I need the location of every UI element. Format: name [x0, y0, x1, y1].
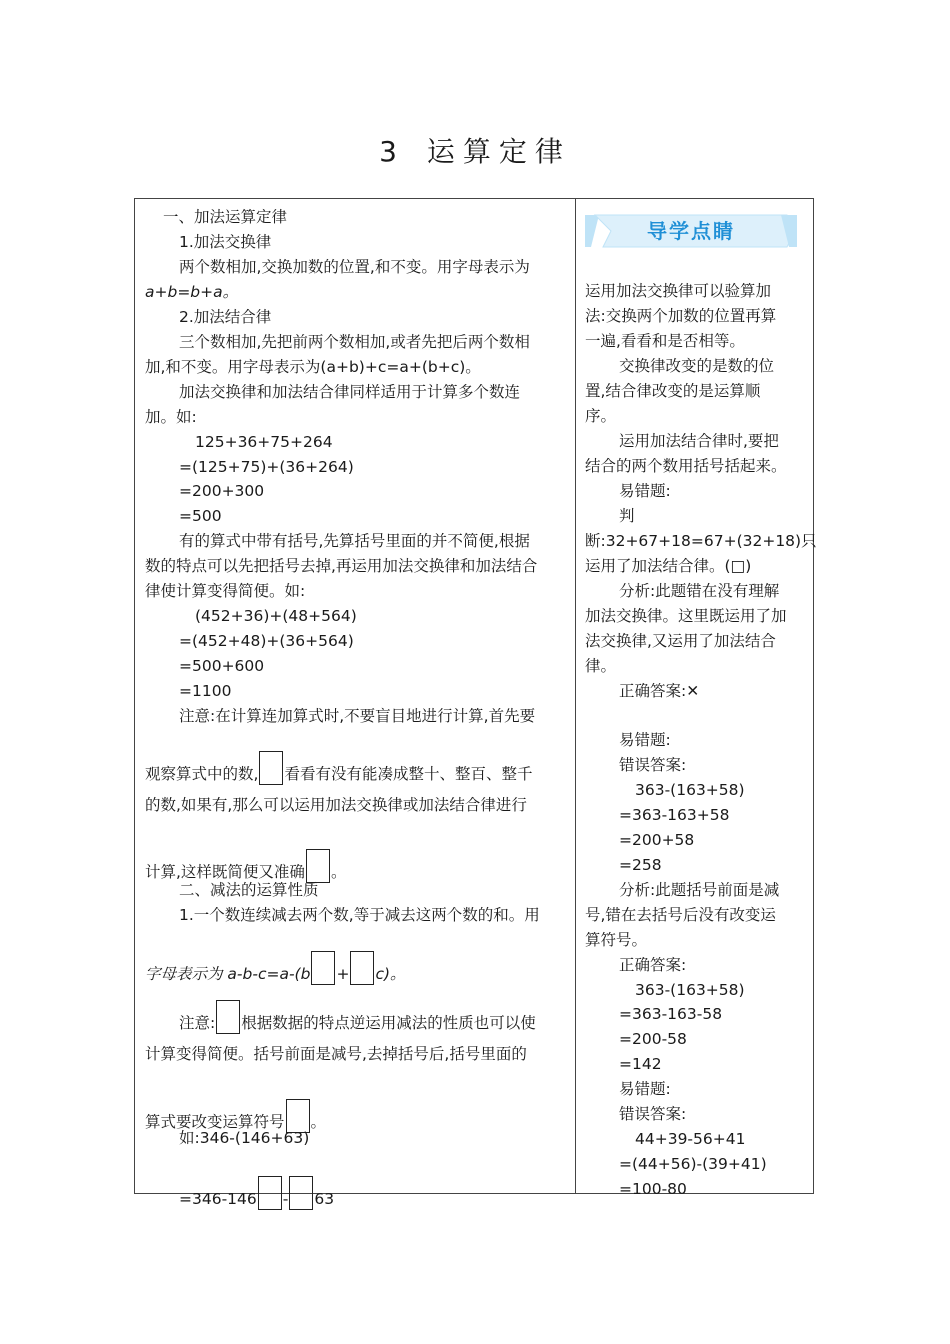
guide-line: 断:32+67+18=67+(32+18)只 [585, 532, 817, 550]
example-line: =500 [179, 507, 222, 525]
guide-line: 易错题: [619, 482, 671, 500]
guide-line: =(44+56)-(39+41) [619, 1155, 767, 1173]
guide-line: 错误答案: [619, 1105, 687, 1123]
guide-line: 交换律改变的是数的位 [619, 357, 775, 375]
guide-line: 法交换律,又运用了加法结合 [585, 632, 776, 650]
guide-line: =258 [619, 856, 662, 874]
title-number: 3 [379, 135, 405, 168]
text-fragment: 算式要改变运算符号 [145, 1113, 285, 1131]
example-line: =500+600 [179, 657, 265, 675]
guide-line: =200-58 [619, 1030, 687, 1048]
text-line: 计算变得简便。括号前面是减号,去掉括号后,括号里面的 [145, 1045, 527, 1063]
text-line: 加法交换律和加法结合律同样适用于计算多个数连 [179, 383, 521, 401]
guide-line: 363-(163+58) [635, 781, 745, 799]
subheading: 2.加法结合律 [179, 308, 272, 326]
formula-fragment: c)。 [375, 965, 406, 983]
text-line: 两个数相加,交换加数的位置,和不变。用字母表示为 [179, 258, 530, 276]
text-line: 三个数相加,先把前两个数相加,或者先把后两个数相 [179, 333, 530, 351]
guide-line: 置,结合律改变的是运算顺 [585, 382, 761, 400]
guide-line: 正确答案: [619, 956, 687, 974]
guide-line: 律。 [585, 657, 617, 675]
example-line: =(125+75)+(36+264) [179, 458, 354, 476]
guide-line: =363-163+58 [619, 806, 730, 824]
example-line: =200+300 [179, 482, 265, 500]
guide-line: 44+39-56+41 [635, 1130, 746, 1148]
guide-line: 号,错在去括号后没有改变运 [585, 906, 776, 924]
example-line: (452+36)+(48+564) [195, 607, 357, 625]
guide-line: =142 [619, 1055, 662, 1073]
example-line: 125+36+75+264 [195, 433, 333, 451]
text-fragment: 计算,这样既简便又准确 [145, 863, 305, 881]
formula-fragment: 字母表示为 a-b-c=a-(b [145, 965, 311, 983]
example-line: =(452+48)+(36+564) [179, 632, 354, 650]
text-line: 律使计算变得简便。如: [145, 582, 306, 600]
guide-line: 法:交换两个加数的位置再算 [585, 307, 777, 325]
blank-box[interactable] [216, 1000, 240, 1034]
formula [145, 280, 238, 304]
guide-line: 一遍,看看和是否相等。 [585, 332, 745, 350]
guide-line: 易错题: [619, 731, 671, 749]
blank-box[interactable] [311, 951, 335, 985]
guide-line: 加法交换律。这里既运用了加 [585, 607, 787, 625]
guide-line: 序。 [585, 407, 617, 425]
content-table [134, 198, 817, 1208]
text-fragment: 63 [314, 1190, 335, 1208]
formula-line [145, 951, 406, 986]
text-fragment: 。 [310, 1113, 327, 1131]
guide-line: 易错题: [619, 1080, 671, 1098]
text-fragment: =346-146 [179, 1190, 257, 1208]
minus-sign: - [282, 1190, 289, 1208]
guide-line: =100-80 [619, 1180, 687, 1198]
guide-line: 分析:此题错在没有理解 [619, 582, 780, 600]
guide-line: 分析:此题括号前面是减 [619, 881, 780, 899]
text-fragment: 。 [330, 863, 347, 881]
blank-box[interactable] [350, 951, 374, 985]
text-line [145, 751, 532, 786]
text-line: 有的算式中带有括号,先算括号里面的并不简便,根据 [179, 532, 530, 550]
text-fragment: 根据数据的特点逆运用减法的性质也可以使 [241, 1014, 536, 1032]
guide-line: 运用了加法结合律。(□) [585, 557, 752, 575]
text-line: 加。如: [145, 408, 197, 426]
guide-line: 判 [619, 507, 635, 525]
text-line: 加,和不变。用字母表示为(a+b)+c=a+(b+c)。 [145, 358, 481, 376]
guide-line: 正确答案:✕ [619, 682, 700, 700]
blank-box[interactable] [258, 1176, 282, 1210]
text-line [179, 1000, 536, 1035]
guide-line: =200+58 [619, 831, 695, 849]
guide-line: 结合的两个数用括号括起来。 [585, 457, 787, 475]
guide-line: 运用加法交换律可以验算加 [585, 282, 772, 300]
text-fragment: 观察算式中的数, [145, 765, 259, 783]
page-title [0, 130, 950, 170]
title-text: 运算定律 [426, 135, 571, 168]
section-heading: 二、减法的运算性质 [179, 881, 319, 899]
guide-line: 363-(163+58) [635, 981, 745, 999]
formula-text: a+b=b+a。 [145, 283, 239, 301]
example-line: 如:346-(146+63) [179, 1129, 310, 1147]
blank-box[interactable] [289, 1176, 313, 1210]
text-line: 1.一个数连续减去两个数,等于减去这两个数的和。用 [179, 906, 540, 924]
section-heading: 一、加法运算定律 [163, 208, 288, 226]
text-fragment: 看看有没有能凑成整十、整百、整千 [284, 765, 533, 783]
guide-line: 错误答案: [619, 756, 687, 774]
text-line: 注意:在计算连加算式时,不要盲目地进行计算,首先要 [179, 707, 536, 725]
guide-line: 运用加法结合律时,要把 [619, 432, 779, 450]
example-line [179, 1176, 334, 1211]
text-line: 数的特点可以先把括号去掉,再运用加法交换律和加法结合 [145, 557, 538, 575]
text-fragment: 注意: [179, 1014, 216, 1032]
column-divider [575, 199, 576, 1193]
subheading: 1.加法交换律 [179, 233, 272, 251]
text-line: 的数,如果有,那么可以运用加法交换律或加法结合律进行 [145, 796, 527, 814]
guide-line: =363-163-58 [619, 1005, 723, 1023]
blank-box[interactable] [259, 751, 283, 785]
example-line: =1100 [179, 682, 232, 700]
guide-line: 算符号。 [585, 931, 648, 949]
banner-title: 导学点睛 [647, 219, 735, 243]
plus-sign: + [336, 965, 350, 983]
